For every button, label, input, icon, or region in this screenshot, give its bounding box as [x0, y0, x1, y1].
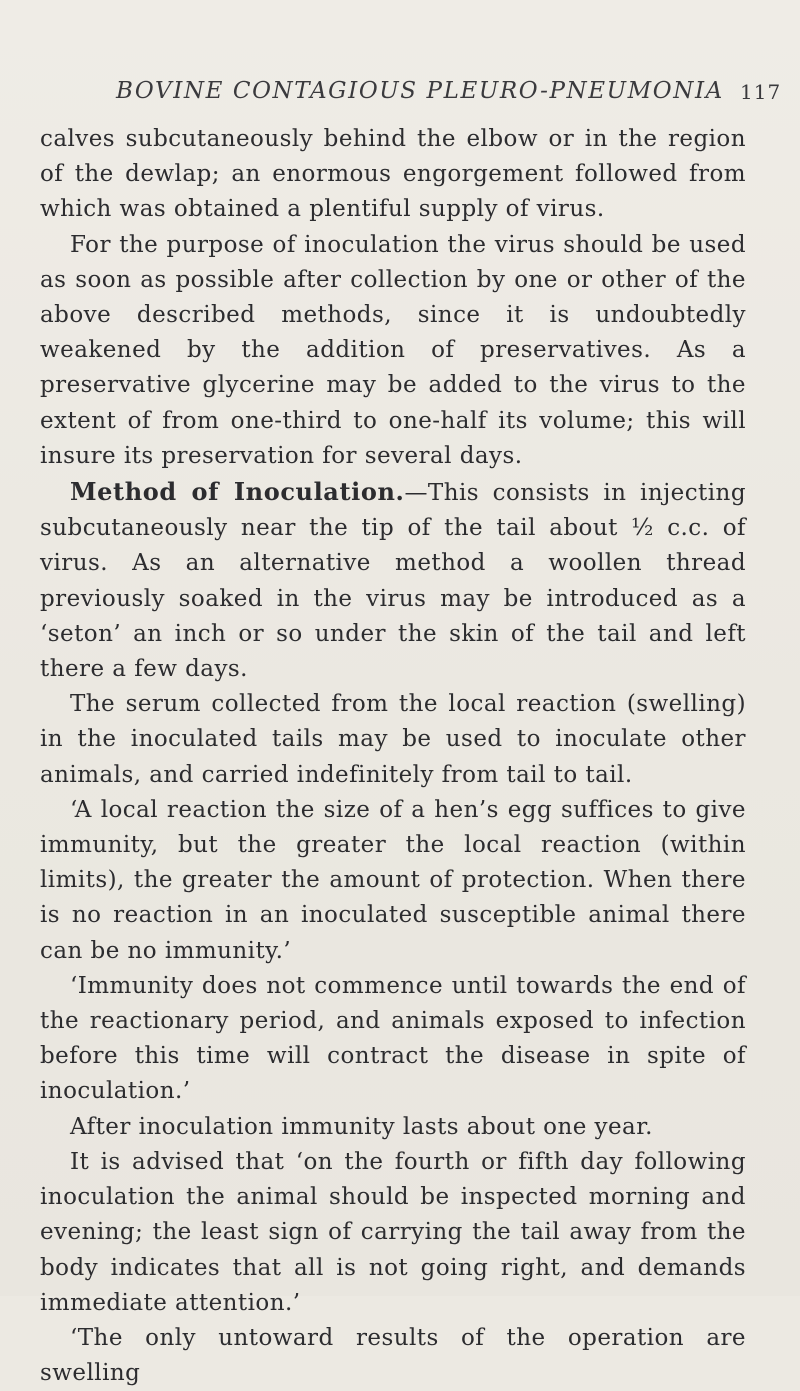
paragraph-immunity-duration: [40, 1110, 746, 1145]
paragraph-inspection-advice: [40, 1145, 746, 1321]
paragraph-quote-immunity: [40, 969, 746, 1110]
paragraph-text: It is advised that ‘on the fourth or fifth day following inoculation the animal should be inspected morning and evening; the least sign of carrying the tail away from the body indicates that all is not going right, and demands immediate attention.’: [40, 1148, 746, 1316]
paragraph-text: —This consists in injecting subcutaneously near the tip of the tail about ½ c.c. of virus. As an alternative method a woollen thread previously soaked in the virus may be introduced as a ‘seton’ an inch or so under the skin of the tail and left there a few days.: [40, 480, 746, 683]
page-header: [0, 78, 800, 118]
paragraph-text: ‘A local reaction the size of a hen’s egg suffices to give immunity, but the greater the local reaction (within limits), the greater the amount of protection. When there is no reaction in an inoculated susceptible animal there can be no immunity.’: [40, 796, 746, 964]
paragraph-method-of-inoculation: [40, 474, 746, 687]
paragraph-serum: [40, 687, 746, 793]
paragraph-preservatives: [40, 228, 746, 474]
running-head: BOVINE CONTAGIOUS PLEURO-PNEUMONIA: [116, 78, 724, 104]
paragraph-continuation: [40, 122, 746, 228]
paragraph-quote-local-reaction: [40, 793, 746, 969]
body-text: [40, 122, 746, 1391]
paragraph-text: ‘Immunity does not commence until towards the end of the reactionary period, and animals exposed to infection before this time will contract the disease in spite of inoculation.’: [40, 972, 746, 1105]
page-number: 117: [740, 80, 782, 104]
paragraph-text: For the purpose of inoculation the virus should be used as soon as possible after collection by one or other of the above described methods, since it is undoubtedly weakened by the addition of preservatives. As a preservative glycerine may be added to the virus to the extent of from one-third to one-half its volume; this will insure its preservation for several days.: [40, 231, 746, 469]
paragraph-text: The serum collected from the local reaction (swelling) in the inoculated tails may be used to inoculate other animals, and carried indefinitely from tail to tail.: [40, 691, 746, 788]
paragraph-text: After inoculation immunity lasts about one year.: [70, 1113, 653, 1140]
paragraph-untoward-results: [40, 1321, 746, 1391]
section-heading: Method of Inoculation.: [70, 477, 405, 507]
paragraph-text: ‘The only untoward results of the operation are swelling: [40, 1324, 746, 1387]
paragraph-text: calves subcutaneously behind the elbow or in the region of the dewlap; an enormous engorgement followed from which was obtained a plentiful supply of virus.: [40, 126, 746, 223]
